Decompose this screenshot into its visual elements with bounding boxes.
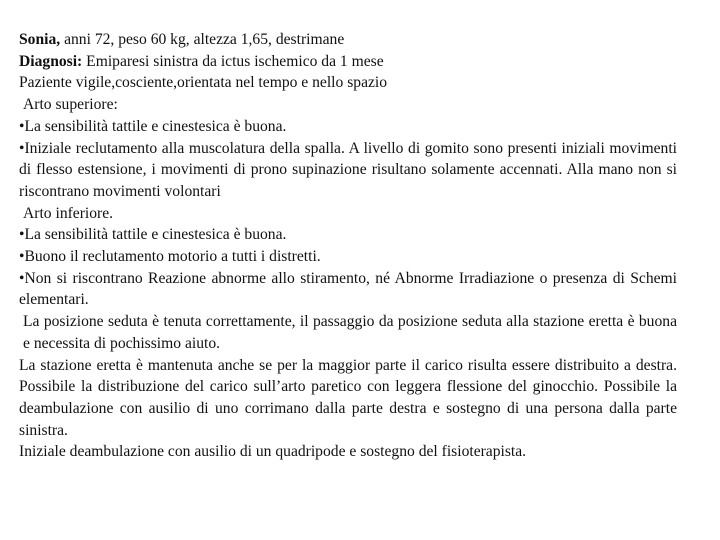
lower-limb-item: •La sensibilità tattile e cinestesica è buona.: [19, 226, 287, 244]
patient-details: anni 72, peso 60 kg, altezza 1,65, destrimane: [60, 31, 345, 48]
patient-name: Sonia,: [19, 31, 61, 48]
upper-limb-item: •La sensibilità tattile e cinestesica è buona.: [19, 117, 287, 135]
diagnosis-label: Diagnosi:: [19, 52, 83, 70]
posture-paragraph: La posizione seduta è tenuta correttamente, il passaggio da posizione seduta alla stazione eretta è buona e necessita di pochissimo aiuto.: [23, 313, 677, 352]
diagnosis-text: Emiparesi sinistra da ictus ischemico da 1 mese: [82, 52, 384, 70]
lower-limb-heading: Arto inferiore.: [23, 204, 114, 222]
lower-limb-item: •Non si riscontrano Reazione abnorme allo stiramento, né Abnorme Irradiazione o presenza di Schemi elementari.: [19, 269, 677, 309]
diagnosis-line: [19, 51, 677, 73]
lower-limb-item: •Buono il reclutamento motorio a tutti i distretti.: [19, 248, 321, 266]
upper-limb-item: •Iniziale reclutamento alla muscolatura della spalla. A livello di gomito sono presenti iniziali movimenti di flesso estensione, i movimenti di prono supinazione risultano solamente accennati. Alla mano non si riscontrano movimenti volontari: [19, 139, 677, 200]
patient-status: Paziente vigile,cosciente,orientata nel tempo e nello spazio: [19, 74, 388, 92]
posture-paragraph: Iniziale deambulazione con ausilio di un quadripode e sostegno del fisioterapista.: [19, 443, 527, 461]
upper-limb-heading: Arto superiore:: [23, 96, 118, 114]
patient-line: [19, 29, 677, 51]
posture-paragraph: La stazione eretta è mantenuta anche se per la maggior parte il carico risulta essere distribuito a destra. Possibile la distribuzione del carico sull’arto paretico con leggera flessione del ginocchio. Possibile la deambulazione con ausilio di uno corrimano dalla parte destra e sostegno di una persona dalla parte sinistra.: [19, 356, 677, 439]
clinical-case-document: [19, 29, 677, 463]
